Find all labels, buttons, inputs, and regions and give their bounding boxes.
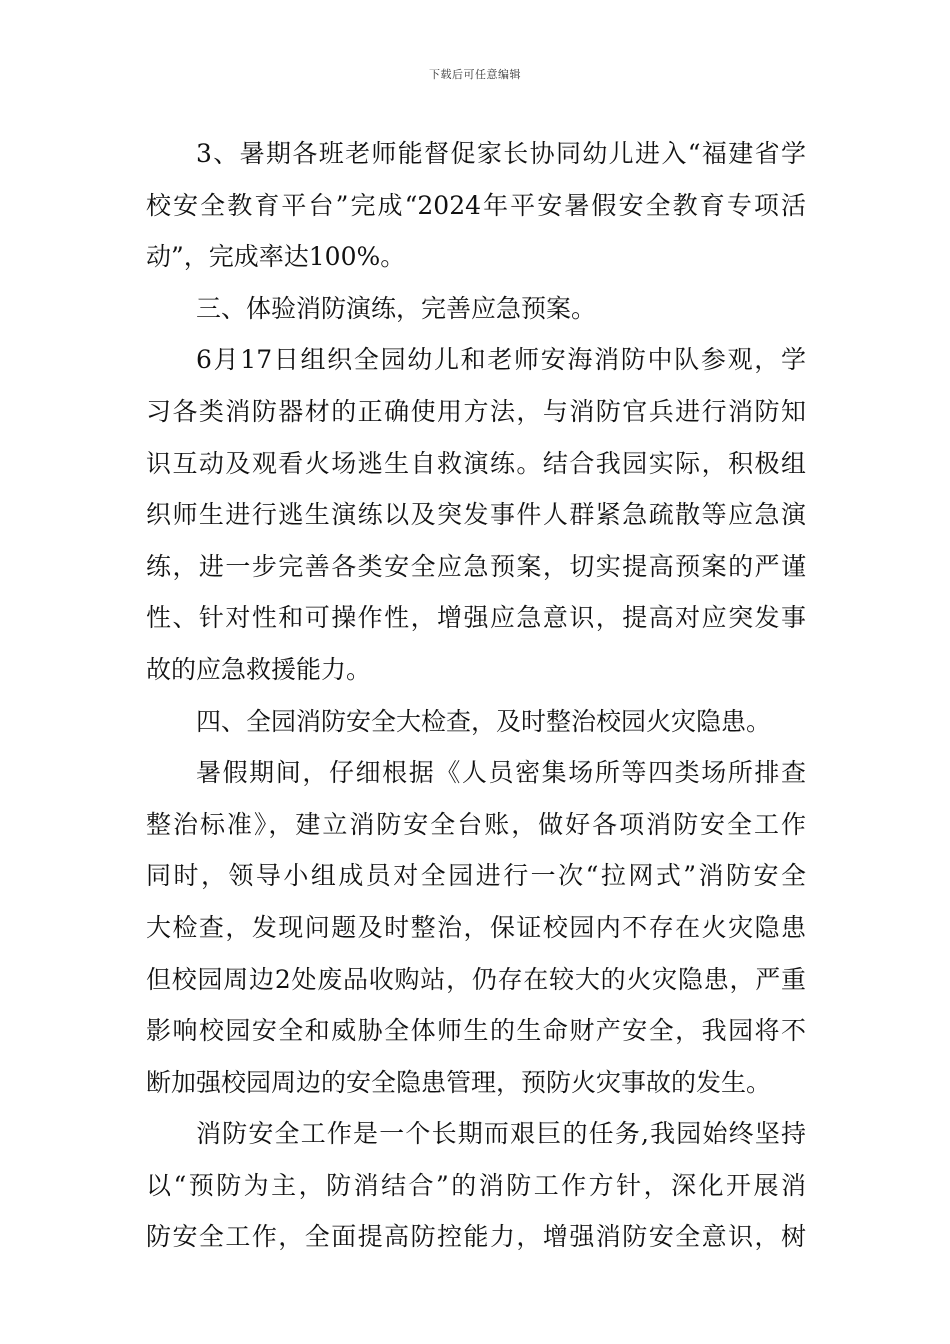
text-line: 影响校园安全和威胁全体师生的生命财产安全，我园将不 [146, 1016, 806, 1046]
text-line: 同时，领导小组成员对全园进行一次“拉网式”消防安全 [146, 861, 806, 891]
text-line: 性、针对性和可操作性，增强应急意识，提高对应突发事 [146, 603, 806, 633]
text-line: 断加强校园周边的安全隐患管理，预防火灾事故的发生。 [146, 1067, 772, 1097]
text-line: 3、暑期各班老师能督促家长协同幼儿进入“福建省学 [196, 139, 806, 168]
text-line: 三、体验消防演练，完善应急预案。 [196, 293, 597, 323]
text-line: 校安全教育平台”完成“2024年平安暑假安全教育专项活 [146, 190, 806, 220]
text-line: 故的应急救援能力。 [146, 654, 372, 684]
page-header-note: 下载后可任意编辑 [429, 68, 521, 81]
text-line: 防安全工作，全面提高防控能力，增强消防安全意识，树 [146, 1222, 806, 1252]
document-body [146, 128, 806, 1263]
text-line: 织师生进行逃生演练以及突发事件人群紧急疏散等应急演 [146, 500, 806, 530]
text-line: 6月17日组织全园幼儿和老师安海消防中队参观，学 [196, 345, 806, 375]
text-line: 但校园周边2处废品收购站，仍存在较大的火灾隐患，严重 [146, 964, 806, 994]
text-line: 四、全园消防安全大检查，及时整治校园火灾隐患。 [196, 706, 772, 736]
text-line: 识互动及观看火场逃生自救演练。结合我园实际，积极组 [146, 448, 806, 478]
text-line: 习各类消防器材的正确使用方法，与消防官兵进行消防知 [146, 396, 806, 426]
text-line: 以“预防为主，防消结合”的消防工作方针，深化开展消 [146, 1170, 806, 1200]
text-line: 整治标准》，建立消防安全台账，做好各项消防安全工作 [146, 809, 806, 839]
text-line: 练，进一步完善各类安全应急预案，切实提高预案的严谨 [146, 551, 806, 581]
text-line: 暑假期间，仔细根据《人员密集场所等四类场所排查 [196, 758, 806, 788]
text-line: 动”，完成率达100%。 [146, 242, 406, 272]
text-line: 大检查，发现问题及时整治，保证校园内不存在火灾隐患 [146, 912, 806, 942]
text-line: 消防安全工作是一个长期而艰巨的任务,我园始终坚持 [196, 1119, 806, 1149]
